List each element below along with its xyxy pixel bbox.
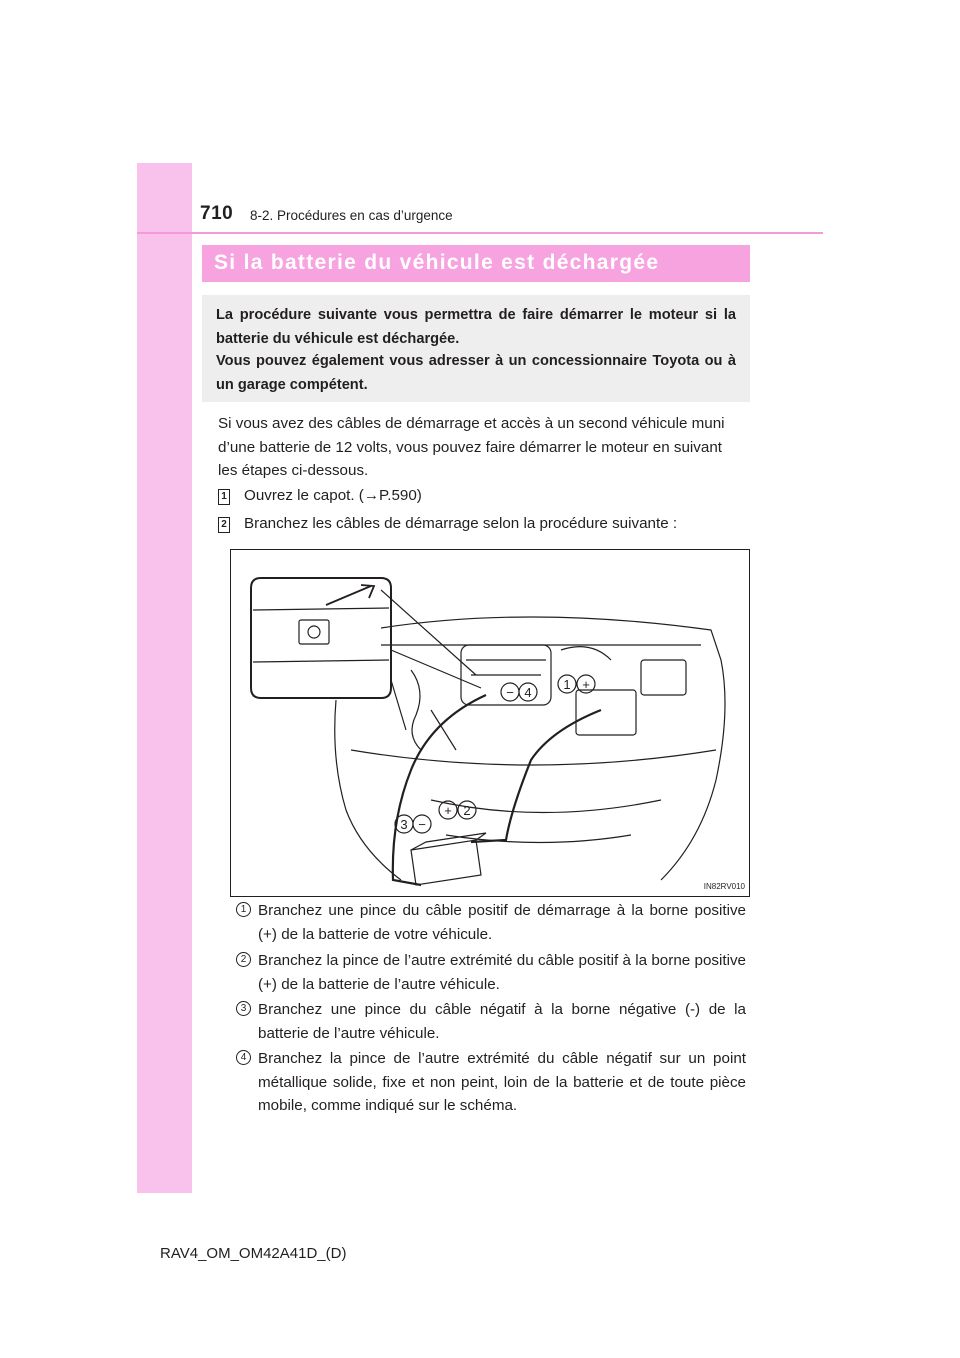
sub-step-text-3: Branchez une pince du câble négatif à la borne négative (-) de la batterie de l’autre véhicule.	[258, 1001, 746, 1042]
callout-2: 2	[463, 803, 471, 818]
sub-step-number-3: 3	[236, 1001, 251, 1016]
intro-box	[202, 295, 750, 402]
intro-line-1: La procédure suivante vous permettra de faire démarrer le moteur si la batterie du véhicule est déchargée.	[216, 307, 736, 347]
step-text-1: Ouvrez le capot. (→P.590)	[244, 487, 422, 504]
sub-step-number-2: 2	[236, 952, 251, 967]
side-chapter-tab	[137, 163, 192, 1193]
sub-step-number-4: 4	[236, 1050, 251, 1065]
callout-minus-upper: −	[506, 685, 514, 700]
engine-bay-illustration	[231, 550, 749, 896]
body-paragraph: Si vous avez des câbles de démarrage et accès à un second véhicule muni d’une batterie de 12 volts, vous pouvez faire démarrer le moteur en suivant les étapes ci-dessous.	[218, 415, 725, 479]
page-number: 710	[200, 203, 234, 224]
page-title-bar	[202, 245, 750, 282]
sub-step-text-2: Branchez la pince de l’autre extrémité du câble positif à la borne positive (+) de la batterie de l’autre véhicule.	[258, 952, 746, 993]
sub-step-text-1: Branchez une pince du câble positif de démarrage à la borne positive (+) de la batterie de votre véhicule.	[258, 902, 746, 943]
document-code-footer: RAV4_OM_OM42A41D_(D)	[160, 1245, 347, 1262]
sub-step-number-1: 1	[236, 902, 251, 917]
header-divider	[137, 232, 823, 234]
jump-start-diagram	[230, 549, 750, 897]
callout-minus-lower: −	[418, 817, 426, 832]
step-text-2: Branchez les câbles de démarrage selon la procédure suivante :	[244, 515, 678, 532]
callout-1: 1	[563, 677, 571, 692]
intro-line-2: Vous pouvez également vous adresser à un concessionnaire Toyota ou à un garage compétent.	[216, 353, 736, 393]
section-title: 8-2. Procédures en cas d’urgence	[250, 208, 453, 223]
callout-plus-upper: +	[582, 677, 590, 692]
step-badge-2: 2	[218, 517, 230, 533]
callout-plus-lower: +	[444, 803, 452, 818]
sub-step-text-4: Branchez la pince de l’autre extrémité du câble négatif sur un point métallique solide, fixe et non peint, loin de la batterie et de toute pièce mobile, comme indiqué sur le schéma.	[258, 1050, 746, 1114]
callout-4: 4	[524, 685, 532, 700]
page-title: Si la batterie du véhicule est déchargée	[214, 251, 660, 274]
step-badge-1: 1	[218, 489, 230, 505]
callout-3: 3	[400, 817, 408, 832]
figure-code: IN82RV010	[703, 882, 745, 891]
